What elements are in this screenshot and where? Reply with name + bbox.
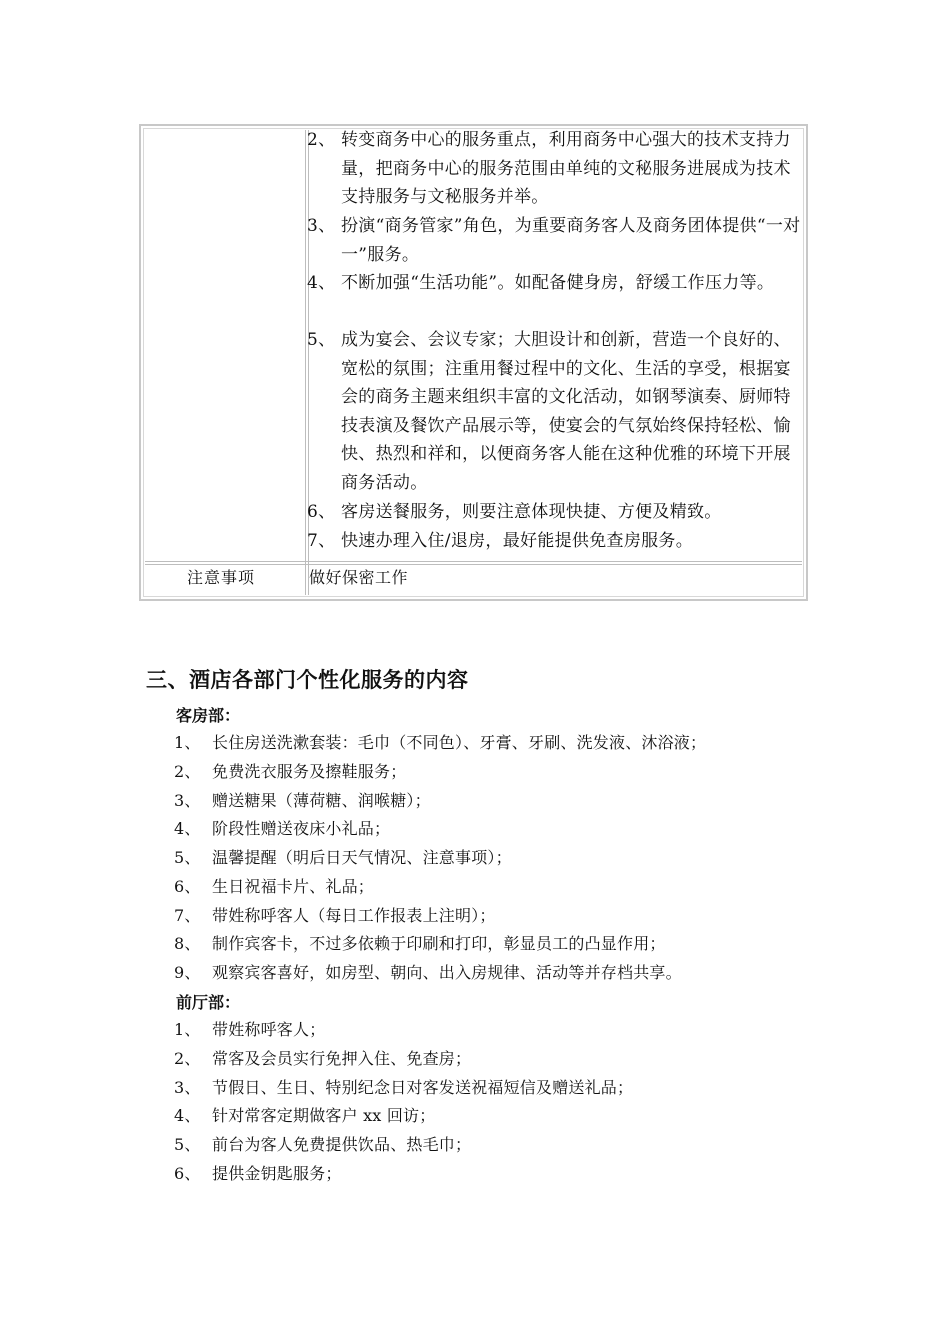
list-item-text: 带姓称呼客人； — [212, 1020, 326, 1039]
list-item-text: 温馨提醒（明后日天气情况、注意事项）； — [212, 848, 512, 867]
list-item — [174, 904, 496, 928]
list-item — [174, 731, 706, 755]
list-item-text: 赠送糖果（薄荷糖、润喉糖）； — [212, 790, 431, 810]
list-item-text: 前台为客人免费提供饮品、热毛巾； — [212, 1135, 472, 1154]
list-item-text: 提供金钥匙服务； — [212, 1163, 342, 1183]
front-heading: 前厅部： — [176, 993, 241, 1012]
list-item-text: 带姓称呼客人（每日工作报表上注明）； — [212, 905, 496, 925]
list-item: 5、 成为宴会、会议专家；大胆设计和创新，营造一个良好的、宽松的氛围；注重用餐过程中的文化、生活的享受，根据宴会的商务主题来组织丰富的文化活动，如钢琴演奏、厨师特技表演及餐饮产品展示等，使宴会的气氛始终保持轻松、愉快、热烈和祥和，以便商务客人能在这种优雅的环境下开展商务活动。 — [307, 330, 791, 493]
list-item-number: 5、 — [174, 848, 201, 867]
list-item-text: 生日祝福卡片、礼品； — [212, 876, 375, 896]
list-item-text: 长住房送洗漱套装：毛巾（不同色）、牙膏、牙刷、洗发液、沐浴液； — [212, 733, 707, 752]
list-item — [174, 760, 406, 784]
list-item — [174, 1076, 633, 1100]
list-item — [174, 817, 390, 841]
list-item-number: 3、 — [174, 790, 201, 810]
list-item — [174, 1104, 435, 1128]
list-item: 7、 快速办理入住/退房，最好能提供免查房服务。 — [307, 531, 694, 551]
list-item-number: 2、 — [174, 1048, 201, 1068]
list-item-number: 9、 — [174, 963, 201, 982]
table-divider — [145, 564, 802, 565]
service-table — [139, 124, 808, 601]
list-item-number: 1、 — [174, 1020, 201, 1039]
list-item-number: 6、 — [174, 876, 201, 896]
list-item-number: 5、 — [174, 1135, 201, 1154]
list-item-number: 4、 — [174, 1106, 201, 1126]
list-item-number: 7、 — [174, 905, 201, 925]
list-item-text: 观察宾客喜好，如房型、朝向、出入房规律、活动等并存档共享。 — [212, 963, 682, 982]
rooms-heading: 客房部： — [176, 706, 241, 725]
list-item-text: 节假日、生日、特别纪念日对客发送祝福短信及赠送礼品； — [212, 1077, 634, 1097]
list-item — [174, 932, 666, 956]
list-item-number: 8、 — [174, 934, 201, 954]
list-item — [174, 789, 431, 813]
section-title: 三、酒店各部门个性化服务的内容 — [146, 668, 469, 692]
list-item: 2、 转变商务中心的服务重点，利用商务中心强大的技术支持力量，把商务中心的服务范围由单纯的文秘服务进展成为技术支持服务与文秘服务并举。 — [307, 130, 791, 208]
list-item-text: 常客及会员实行免押入住、免查房； — [212, 1048, 472, 1068]
list-item — [174, 1018, 325, 1042]
list-item-number: 6、 — [174, 1163, 201, 1183]
list-item: 4、 不断加强“生活功能”。如配备健身房，舒缓工作压力等。 — [307, 273, 775, 293]
list-item-text: 免费洗衣服务及擦鞋服务； — [212, 761, 407, 781]
note-label: 注意事项 — [187, 568, 256, 587]
list-item — [174, 875, 374, 899]
note-value: 做好保密工作 — [309, 568, 409, 587]
list-item: 3、 扮演“商务管家”角色，为重要商务客人及商务团体提供“一对一”服务。 — [307, 216, 801, 265]
list-item-number: 4、 — [174, 819, 201, 839]
list-item — [174, 846, 512, 870]
list-item-text: 制作宾客卡，不过多依赖于印刷和打印，彰显员工的凸显作用； — [212, 934, 666, 954]
list-item — [174, 1133, 471, 1157]
list-item-text: 针对常客定期做客户 xx 回访； — [212, 1106, 436, 1126]
table-divider — [145, 561, 802, 562]
list-item-number: 2、 — [174, 761, 201, 781]
list-item-text: 阶段性赠送夜床小礼品； — [212, 819, 391, 839]
list-item — [174, 1162, 342, 1186]
list-item-number: 3、 — [174, 1077, 201, 1097]
list-item — [174, 961, 682, 985]
list-item: 6、 客房送餐服务，则要注意体现快捷、方便及精致。 — [307, 502, 722, 522]
table-divider — [305, 130, 306, 595]
list-item-number: 1、 — [174, 733, 201, 752]
list-item — [174, 1047, 471, 1071]
